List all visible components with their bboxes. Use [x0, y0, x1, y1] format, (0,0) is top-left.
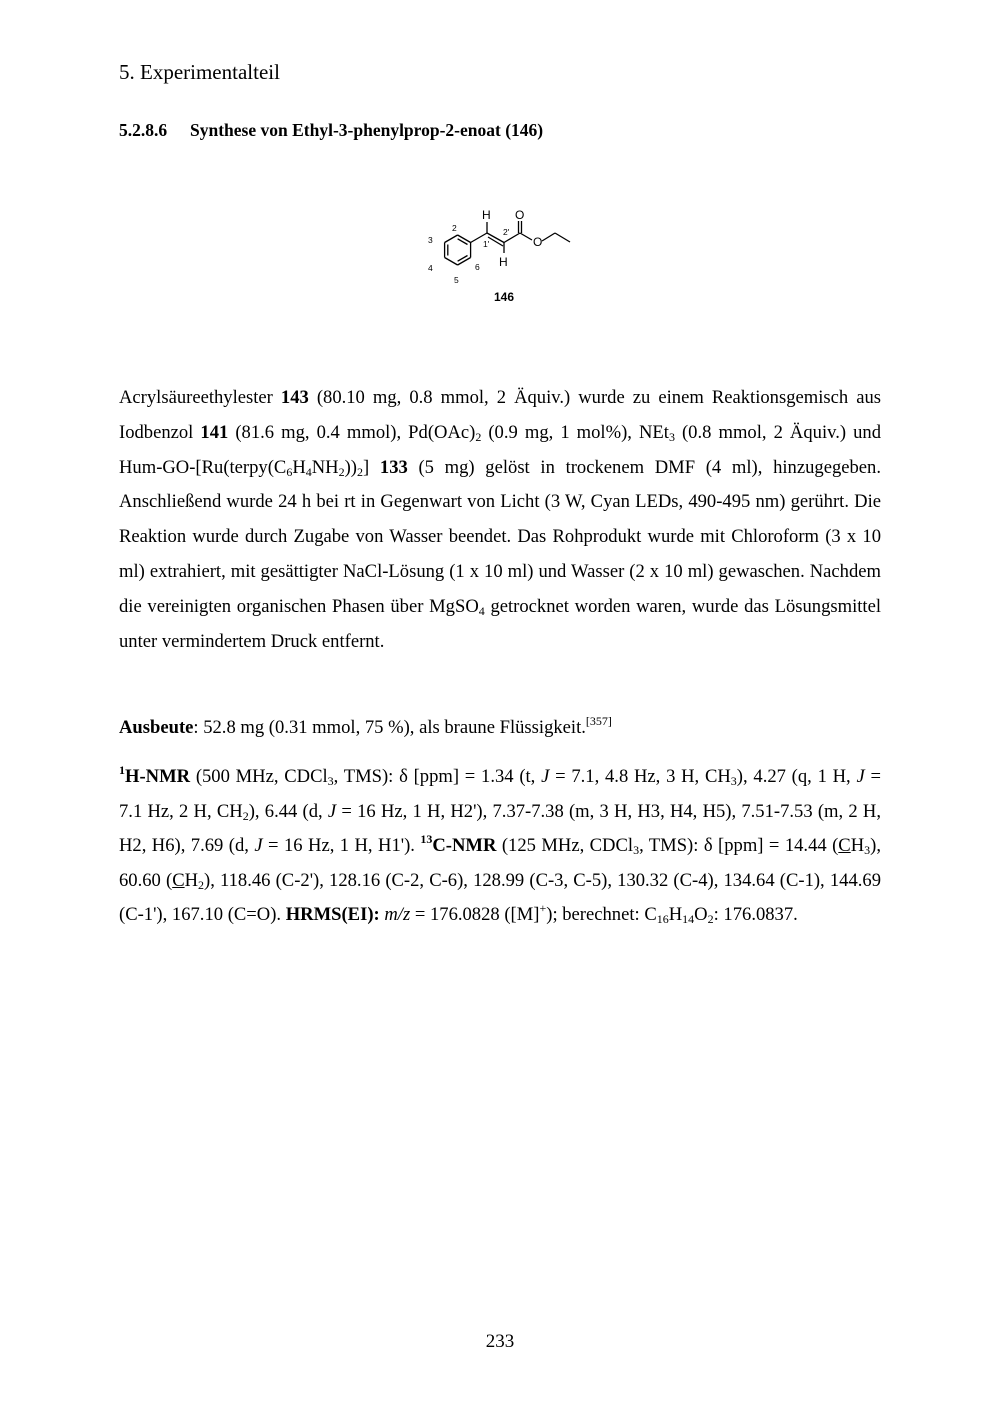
locant-label: 2' [503, 227, 510, 237]
atom-label-o: O [533, 235, 543, 249]
locant-label: 1' [483, 239, 490, 249]
bond [458, 258, 471, 266]
atom-label-h: H [482, 208, 491, 222]
bond [458, 235, 471, 243]
yield-label: Ausbeute [119, 717, 194, 738]
section-heading [119, 120, 543, 141]
procedure-paragraph: Acrylsäureethylester 143 (80.10 mg, 0.8 mmol, 2 Äquiv.) wurde zu einem Reaktionsgemisch aus Iodbenzol 141 (81.6 mg, 0.4 mmol), $Pd(OAc)_2$ (0.9 mg, 1 mol%), NEt$_3$ (0.8 mmol, 2 Äquiv.) und Hum-$GO-[Ru(terpy(C_6H_4NH_2))_2]$ 133 (5 mg) gelöst in trockenem DMF (4 ml), hinzugegeben. Anschließend wurde 24 h bei rt in Gegenwart von Licht (3 W, Cyan LEDs, 490-495 nm) gerührt. Die Reaktion wurde durch Zugabe von Wasser beendet. Das Rohprodukt wurde mit Chloroform (3 x 10 ml) extrahiert, mit gesättigter NaCl-Lösung (1 x 10 ml) und Wasser (2 x 10 ml) gewaschen. Nachdem die vereinigten organischen Phasen über MgSO$_4$ getrocknet worden waren, wurde das Lösungsmittel unter vermindertem Druck entfernt. [119, 387, 881, 652]
bond [520, 233, 532, 240]
analytics-paragraph: $^1$H-NMR (500 MHz, CDCl$_3$, TMS): δ [ppm] = 1.34 (t, J = 7.1, 4.8 Hz, 3 H, $CH_3$), 4.27 (q, 1 H, J = 7.1 Hz, 2 H, $CH_2$), 6.44 (d, J = 16 Hz, 1 H, H2'), 7.37-7.38 (m, 3 H, H3, H4, H5), 7.51-7.53 (m, 2 H, H2, H6), 7.69 (d, J = 16 Hz, 1 H, H1'). $^{13}$C-NMR (125 MHz, CDCl$_3$, TMS): δ [ppm] = 14.44 $(CH_3)$, 60.60 $(CH_2)$, 118.46 (C-2'), 128.16 (C-2, C-6), 128.99 (C-3, C-5), 130.32 (C-4), 134.64 (C-1), 144.69 (C-1'), 167.10 (C=O). HRMS(EI): m/z = 176.0828 ([M]+); berechnet: $C_{16}H_{14}O_2$: 176.0837. [119, 763, 881, 927]
atom-label-o: O [515, 208, 525, 222]
compound-number: 146 [494, 290, 515, 304]
reference-citation: [357] [585, 714, 612, 728]
locant-label: 4 [428, 263, 433, 273]
section-number: 5.2.8.6 [119, 120, 168, 140]
bond [445, 235, 458, 243]
locant-label: 6 [475, 262, 480, 272]
locant-label: 3 [428, 235, 433, 245]
locant-label: 5 [454, 275, 459, 285]
running-head: 5. Experimentalteil [119, 60, 280, 84]
page-number: 233 [485, 1331, 515, 1352]
structure-diagram [410, 200, 590, 312]
bond [445, 258, 458, 266]
locant-label: 2 [452, 223, 457, 233]
bond [542, 233, 555, 241]
yield-line: Ausbeute: 52.8 mg (0.31 mmol, 75 %), als braune Flüssigkeit.[357] [119, 714, 612, 738]
bond [555, 233, 570, 242]
section-title: Synthese von Ethyl-3-phenylprop-2-enoat (146) [190, 120, 544, 140]
atom-label-h: H [499, 255, 508, 269]
